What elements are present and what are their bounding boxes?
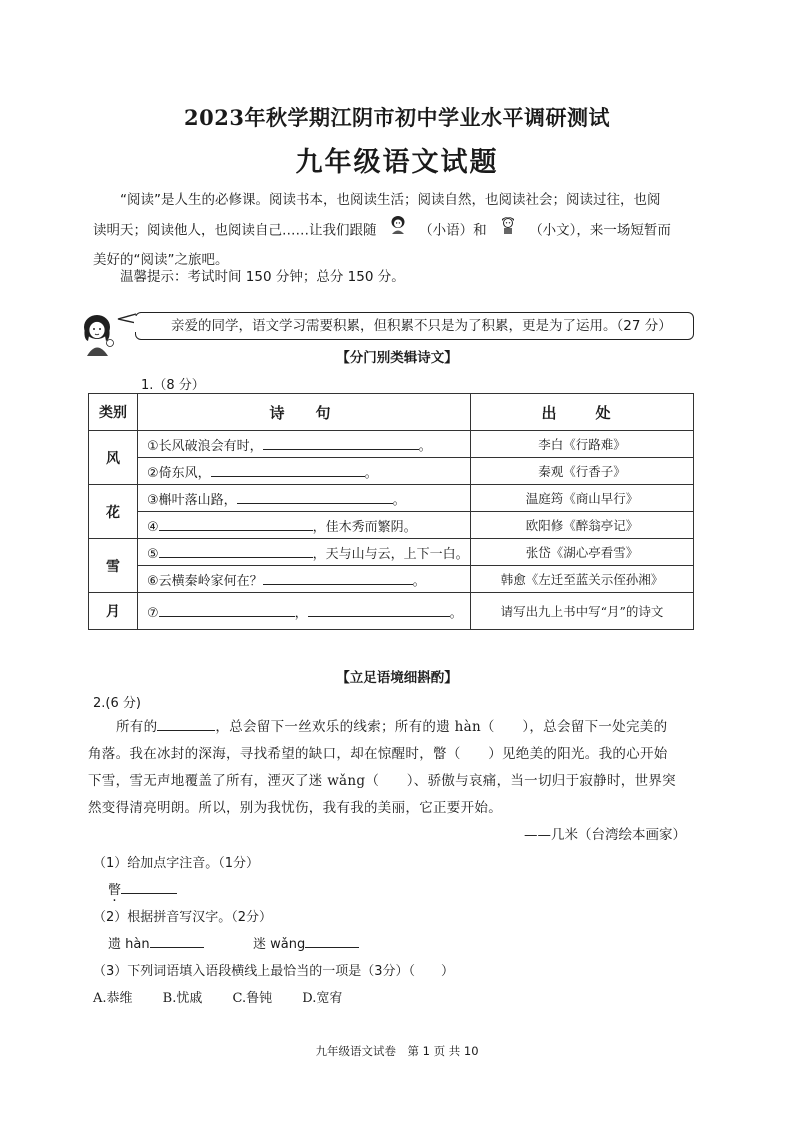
verse-7-comma: ， [294,605,308,621]
table-row [89,431,694,458]
passage-line-2b: （ ）见绝美的阳光。我的心开始 [446,746,668,762]
passage-line-3: 下雪，雪无声地覆盖了所有，湮灭了迷 wǎng（ ）、骄傲与哀痛，当一切归于寂静时，世界突 [88,773,676,789]
page-footer: 九年级语文试卷 第 1 页 共 10 [315,1044,479,1058]
sub2-pinyin-a: 遗 hàn [108,937,150,952]
answer-blank-5[interactable] [159,545,313,558]
table-row [89,512,694,539]
header-category: 类别 [89,394,138,431]
sub2-pinyin-b: 迷 wǎng [253,937,306,952]
reading-passage [88,714,696,822]
verse-4-end: ，佳木秀而繁阴。 [312,519,417,535]
option-c[interactable]: C.鲁钝 [232,991,273,1006]
source-5: 张岱《湖心亭看雪》 [471,539,694,566]
exam-title: 2023年秋学期江阴市初中学业水平调研测试 [184,105,610,130]
intro-line-2: 读明天；阅读他人，也阅读自己……让我们跟随 [93,222,377,239]
passage-line-2a: 角落。我在冰封的深海，寻找希望的缺口，却在惊醒时， [88,746,433,762]
speech-tail-cover [134,316,138,332]
sub-question-1: （1）给加点字注音。（1分） [93,856,260,871]
answer-blank-2[interactable] [211,464,365,477]
source-2: 秦观《行香子》 [471,458,694,485]
answer-blank-3[interactable] [237,491,393,504]
verse-5-end: ，天与山与云，上下一白。 [312,546,469,562]
source-7: 请写出九上书中写“月”的诗文 [471,593,694,630]
verse-1-text: ①长风破浪会有时， [147,438,263,454]
passage-line-4: 然变得清亮明朗。所以，别为我忧伤，我有我的美丽，它正要开始。 [88,800,502,816]
option-b[interactable]: B.忧戚 [162,991,203,1006]
answer-blank-7a[interactable] [159,604,295,617]
verse-7-end: 。 [449,605,463,621]
passage-blank[interactable] [157,718,215,731]
source-6: 韩愈《左迁至蓝关示侄孙湘》 [471,566,694,593]
answer-blank-7b[interactable] [308,604,450,617]
verse-4 [138,512,471,539]
verse-1-end: 。 [418,438,432,454]
category-moon: 月 [89,593,138,630]
verse-7 [138,593,471,630]
passage-line-1a: 所有的 [116,719,158,735]
intro-paragraph [93,186,707,275]
speech-text: 亲爱的同学，语文学习需要积累，但积累不只是为了积累，更是为了运用。（27 分） [171,318,672,334]
question-1-label: 1.（8 分） [141,378,205,393]
table-row [89,458,694,485]
speech-bubble [135,312,694,340]
header-source: 出 处 [471,394,694,431]
answer-blank-4[interactable] [159,518,313,531]
table-header-row [89,394,694,431]
answer-blank-pinyin[interactable] [121,881,177,894]
verse-3-text: ③槲叶落山路， [147,492,237,508]
verse-4-text: ④ [147,519,159,535]
sub-question-1-answer [108,879,177,898]
section-heading-context: 【立足语境细斟酌】 [336,670,458,686]
question-2-label: 2.(6 分) [93,696,141,711]
sub-question-3: （3）下列词语填入语段横线上最恰当的一项是（3分）（ ） [93,964,455,979]
verse-1 [138,431,471,458]
sub-question-2-answer-a [108,933,204,952]
source-1: 李白《行路难》 [471,431,694,458]
verse-2 [138,458,471,485]
verse-5-text: ⑤ [147,546,159,562]
verse-3 [138,485,471,512]
table-row [89,593,694,630]
table-row [89,566,694,593]
answer-blank-hanzi-b[interactable] [305,935,359,948]
section-heading-poems: 【分门别类辑诗文】 [336,350,458,366]
option-d[interactable]: D.宽宥 [302,991,343,1006]
xiaowen-label: （小文），来一场短暂而 [529,222,671,239]
intro-line-1: “阅读”是人生的必修课。阅读书本，也阅读生活；阅读自然，也阅读社会；阅读过往，也阅 [120,192,661,208]
passage-author: ——几米（台湾绘本画家） [524,827,686,843]
category-snow: 雪 [89,539,138,593]
category-wind: 风 [89,431,138,485]
option-a[interactable]: A.恭维 [93,991,133,1006]
exam-tip: 温馨提示：考试时间 150 分钟；总分 150 分。 [120,269,405,285]
answer-blank-6[interactable] [263,572,413,585]
answer-blank-hanzi-a[interactable] [150,935,204,948]
table-row [89,539,694,566]
verse-6-text: ⑥云横秦岭家何在？ [147,573,263,589]
header-verse: 诗 句 [138,394,471,431]
verse-7-text: ⑦ [147,605,159,621]
sub-question-2: （2）根据拼音写汉字。（2分） [93,910,273,925]
source-4: 欧阳修《醉翁亭记》 [471,512,694,539]
verse-6 [138,566,471,593]
table-row [89,485,694,512]
verse-6-end: 。 [412,573,426,589]
answer-blank-1[interactable] [263,437,419,450]
dotted-char: 瞥 [433,746,447,762]
source-3: 温庭筠《商山早行》 [471,485,694,512]
poem-table [88,393,694,630]
verse-3-end: 。 [392,492,406,508]
xiaowen-avatar-icon [491,215,525,246]
verse-2-text: ②倚东风， [147,465,211,481]
intro-line-3: 美好的“阅读”之旅吧。 [93,252,229,268]
option-list [93,987,368,1006]
verse-2-end: 。 [364,465,378,481]
sub1-dotted-char: 瞥 [108,883,122,898]
sub-question-2-answer-b [253,933,359,952]
xiaoyu-avatar-icon [381,215,415,246]
category-flower: 花 [89,485,138,539]
xiaoyu-label: （小语）和 [419,222,487,239]
exam-subtitle: 九年级语文试题 [295,147,499,178]
verse-5 [138,539,471,566]
passage-line-1b: ，总会留下一丝欢乐的线索；所有的遗 hàn（ ），总会留下一处完美的 [215,719,668,735]
